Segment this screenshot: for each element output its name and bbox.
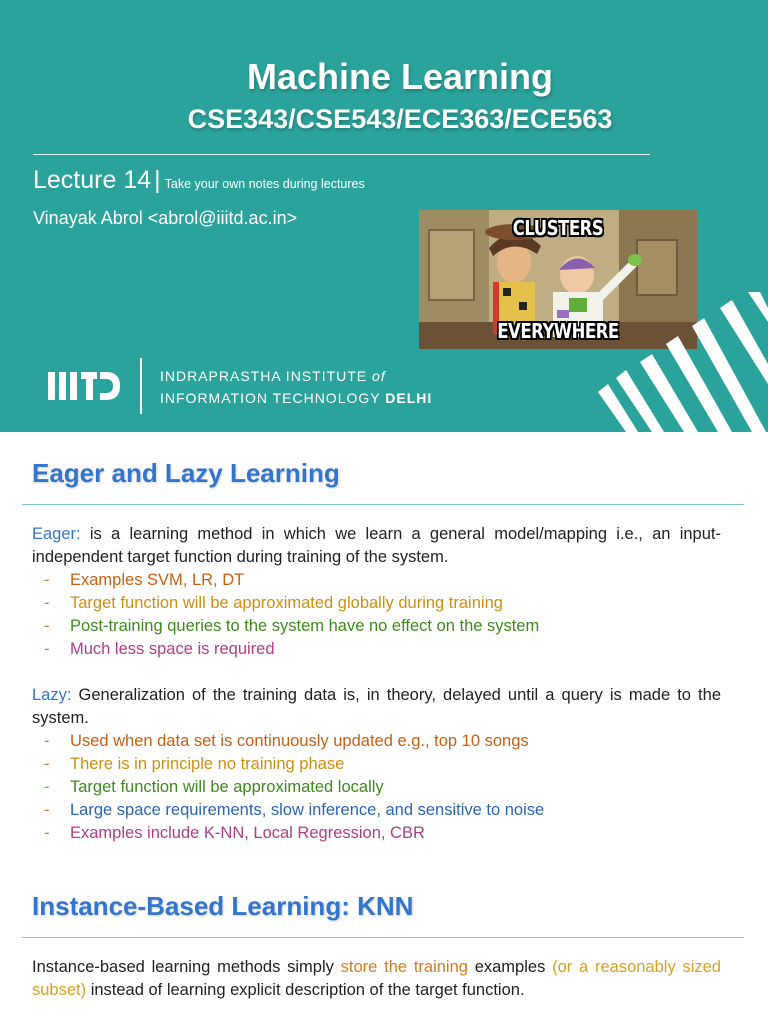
institute-line-1	[160, 365, 432, 387]
bullet-text: There is in principle no training phase	[70, 755, 345, 773]
list-item	[44, 799, 744, 822]
bullet-dash: -	[44, 617, 50, 635]
institute-name	[160, 365, 432, 409]
eager-definition	[32, 523, 721, 569]
bullet-text: Target function will be approximated globally during training	[70, 594, 503, 612]
bullet-text: Post-training queries to the system have no effect on the system	[70, 617, 540, 635]
heading-divider	[22, 504, 744, 505]
list-item	[44, 730, 744, 753]
knn-text-1: Instance-based learning methods simply	[32, 958, 341, 976]
decorative-stripes	[598, 292, 768, 432]
list-item	[44, 638, 744, 661]
meme-top-caption: CLUSTERS	[512, 216, 604, 240]
bullet-dash: -	[44, 571, 50, 589]
knn-definition	[32, 956, 721, 1002]
lazy-text: Generalization of the training data is, in theory, delayed until a query is made to the system.	[32, 686, 721, 727]
bullet-text: Much less space is required	[70, 640, 275, 658]
lecture-number: Lecture 14	[33, 166, 152, 194]
bullet-dash: -	[44, 732, 50, 750]
knn-text-2: examples	[467, 958, 553, 976]
lecture-line	[33, 166, 365, 195]
lecture-note: Take your own notes during lectures	[164, 177, 365, 191]
course-codes: CSE343/CSE543/ECE363/ECE563	[187, 104, 613, 134]
author: Vinayak Abrol <abrol@iiitd.ac.in>	[33, 208, 298, 228]
knn-highlight-store: store the training	[340, 958, 468, 976]
eager-lazy-heading: Eager and Lazy Learning	[32, 458, 340, 488]
bullet-dash: -	[44, 594, 50, 612]
content-slide	[0, 432, 768, 1024]
knn-highlight-subset: (or a reasonably sized subset)	[32, 958, 721, 999]
institute-line-2	[160, 387, 432, 409]
bullet-text: Examples SVM, LR, DT	[70, 571, 245, 589]
bullet-dash: -	[44, 755, 50, 773]
bullet-dash: -	[44, 824, 50, 842]
bullet-text: Target function will be approximated locally	[70, 778, 384, 796]
institute-line-2-main: INFORMATION TECHNOLOGY	[160, 390, 386, 406]
bullet-dash: -	[44, 640, 50, 658]
bullet-dash: -	[44, 778, 50, 796]
eager-text: is a learning method in which we learn a general model/mapping i.e., an input-independent target function during training of the system.	[32, 525, 721, 566]
eager-label: Eager:	[32, 525, 81, 543]
knn-heading: Instance-Based Learning: KNN	[32, 891, 414, 921]
list-item	[44, 592, 744, 615]
institute-line-1-of: of	[372, 368, 386, 384]
bullet-dash: -	[44, 801, 50, 819]
bullet-text: Examples include K-NN, Local Regression, CBR	[70, 824, 425, 842]
lazy-label: Lazy:	[32, 686, 72, 704]
title-divider	[33, 154, 650, 155]
eager-bullet-list	[44, 569, 744, 661]
list-item	[44, 753, 744, 776]
knn-text-3: instead of learning explicit description of the target function.	[86, 981, 525, 999]
bullet-text: Used when data set is continuously updated e.g., top 10 songs	[70, 732, 529, 750]
lazy-bullet-list	[44, 730, 744, 845]
meme-bottom-caption: EVERYWHERE	[497, 319, 619, 343]
list-item	[44, 615, 744, 638]
bullet-text: Large space requirements, slow inference, and sensitive to noise	[70, 801, 545, 819]
list-item	[44, 569, 744, 592]
logo-divider	[140, 358, 142, 414]
list-item	[44, 822, 744, 845]
list-item	[44, 776, 744, 799]
institute-line-1-main: INDRAPRASTHA INSTITUTE	[160, 368, 373, 384]
course-title: Machine Learning	[246, 56, 554, 97]
title-slide	[0, 0, 768, 432]
lecture-separator: |	[154, 166, 161, 194]
heading-divider	[22, 937, 744, 938]
iiitd-logo-icon	[48, 358, 120, 414]
institute-line-2-bold: DELHI	[385, 390, 433, 406]
lazy-definition	[32, 684, 721, 730]
